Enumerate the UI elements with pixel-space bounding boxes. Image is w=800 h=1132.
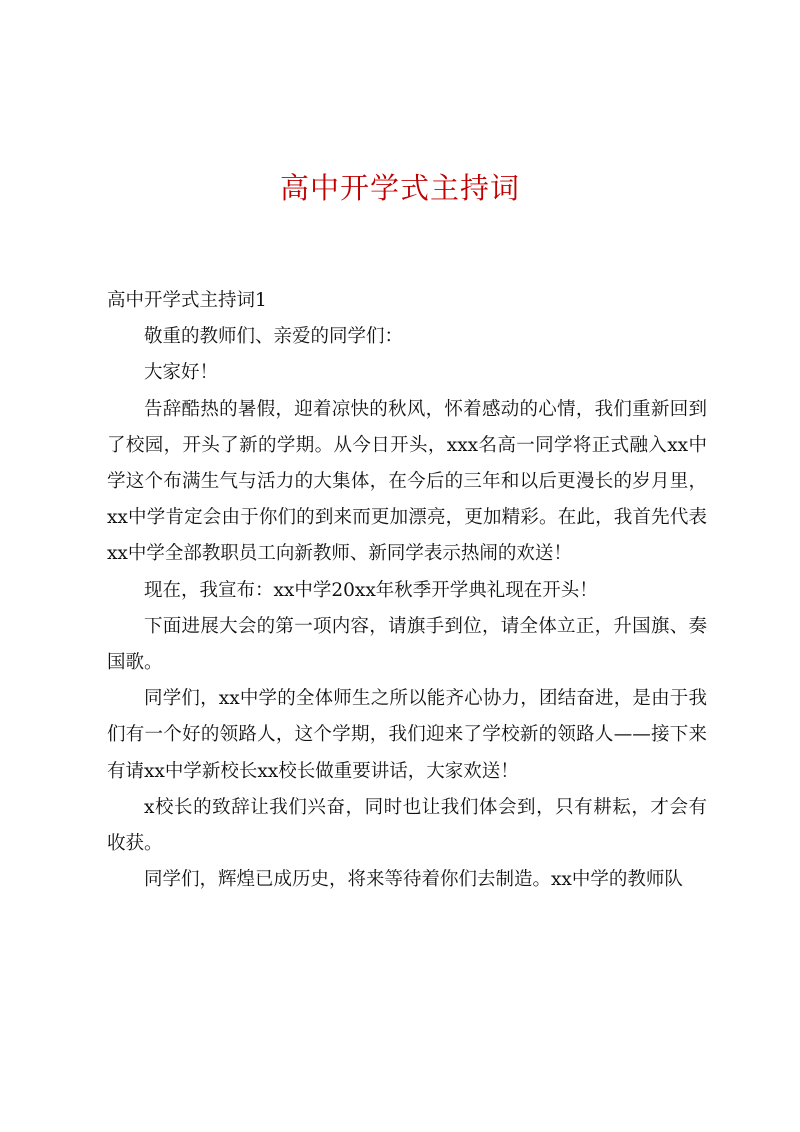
paragraph-closing-start: 同学们，辉煌已成历史，将来等待着你们去制造。xx中学的教师队 [144, 869, 683, 891]
paragraph-principal-response: x校长的致辞让我们兴奋，同时也让我们体会到，只有耕耘，才会有收获。 [107, 796, 707, 855]
paragraph-greeting: 大家好！ [144, 362, 219, 384]
paragraph-welcome: 告辞酷热的暑假，迎着凉快的秋风，怀着感动的心情，我们重新回到了校园，开头了新的学期。从今日开头，xxx名高一同学将正式融入xx中学这个布满生气与活力的大集体，在今后的三年和以后更漫长的岁月里，xx中学肯定会由于你们的到来而更加漂亮，更加精彩。在此，我首先代表xx中学全部教职员工向新教师、新同学表示热闹的欢送！ [107, 398, 707, 565]
paragraph-announcement: 现在，我宣布：xx中学20xx年秋季开学典礼现在开头！ [144, 579, 598, 601]
paragraph-flag-raising: 下面进展大会的第一项内容，请旗手到位，请全体立正，升国旗、奏国歌。 [107, 615, 707, 674]
section-heading: 高中开学式主持词1 [107, 290, 267, 311]
paragraph-salutation: 敬重的教师们、亲爱的同学们： [144, 326, 404, 348]
document-body [107, 283, 707, 898]
document-title: 高中开学式主持词 [279, 171, 520, 205]
paragraph-principal-intro: 同学们，xx中学的全体师生之所以能齐心协力，团结奋进，是由于我们有一个好的领路人，这个学期，我们迎来了学校新的领路人——接下来有请xx中学新校长xx校长做重要讲话，大家欢送！ [107, 688, 707, 782]
